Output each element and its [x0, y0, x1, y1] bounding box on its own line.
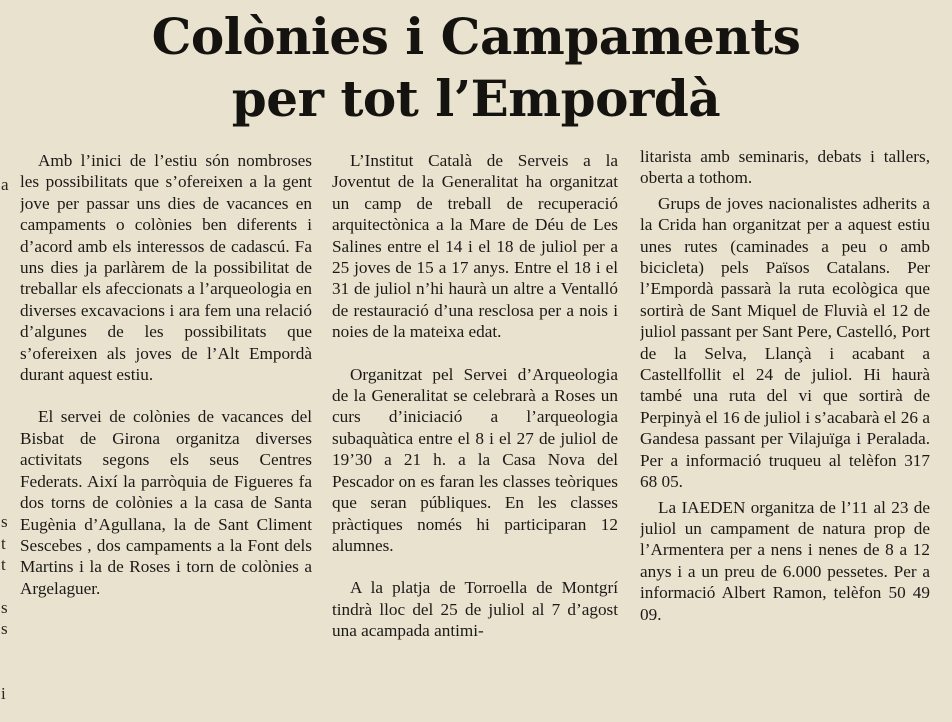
- paragraph-arqueologia: Organitzat pel Servei d’Arqueologia de la Generalitat se celebrarà a Roses un curs d’iniciació a l’arqueologia subaquàtica entre el 8 i el 27 de juliol de 19’30 a 21 h. a la Casa Nova del Pescador on es faran les classes teòriques que seran públiques. En les classes pràctiques només hi participaran 12 alumnes.: [332, 364, 618, 555]
- headline-line-1: Colònies i Campaments: [151, 7, 801, 66]
- paragraph-crida: Grups de joves nacionalistes adherits a la Crida han organitzat per a aquest estiu unes rutes (caminades a peu o amb bicicleta) pels Països Catalans. Per l’Empordà passarà la ruta ecològica que sortirà de Sant Miquel de Fluvià el 12 de juliol passant per Sant Pere, Castelló, Port de la Selva, Llançà i acabant a Castellfollit el 24 de juliol. Hi haurà també una ruta del vi que sortirà de Perpinyà el 16 de juliol i s’acabarà el 26 a Gandesa passant per Vilajuïga i Peralada. Per a informació truqueu al telèfon 317 68 05.: [640, 193, 930, 492]
- edge-letter: i: [1, 684, 6, 703]
- edge-letter: s: [1, 619, 8, 638]
- headline-line-2: per tot l’Empordà: [231, 69, 721, 128]
- paragraph-institut: L’Institut Català de Serveis a la Joventut de la Generalitat ha organitzat un camp de treball de recuperació arquitectònica a la Mare de Déu de Les Salines entre el 14 i el 18 de juliol per a 25 joves de 15 a 17 anys. Entre el 18 i el 31 de juliol n’hi haurà un altre a Ventalló de restauració d’una resclosa per a nois i noies de la mateixa edat.: [332, 151, 618, 342]
- article-column-2: [332, 150, 618, 722]
- edge-letter: t: [1, 534, 6, 553]
- edge-letter: s: [1, 512, 8, 531]
- paragraph-intro: Amb l’inici de l’estiu són nombroses les possibilitats que s’ofereixen a la gent jove per passar uns dies de vacances en campaments o colònies ben diferents i d’acord amb els interessos de cadascú. Fa uns dies ja parlàrem de la possibilitat de treballar els afeccionats a l’arqueologia en diverses excavacions i ara fem una relació d’algunes de les possibilitats que s’ofereixen als joves de l’Alt Empordà durant aquest estiu.: [20, 151, 312, 385]
- paragraph-torroella: A la platja de Torroella de Montgrí tindrà lloc del 25 de juliol al 7 d’agost una acampada antimi-: [332, 578, 618, 641]
- edge-letter: a: [1, 175, 9, 194]
- paragraph-iaeden: La IAEDEN organitza de l’11 al 23 de juliol un campament de natura prop de l’Armentera per a nens i nenes de 8 a 12 anys i a un preu de 6.000 pessetes. Per a informació Albert Ramon, telèfon 50 49 09.: [640, 497, 930, 624]
- paragraph-continuation: litarista amb seminaris, debats i tallers, oberta a tothom.: [640, 147, 930, 188]
- article-headline: [0, 6, 952, 130]
- edge-letter: s: [1, 598, 8, 617]
- article-column-1: [20, 150, 312, 722]
- paragraph-bisbat: El servei de colònies de vacances del Bisbat de Girona organitza diverses activitats segons els seus Centres Federats. Així la parròquia de Figueres fa dos torns de colònies a la casa de Santa Eugènia d’Agullana, la de Sant Climent Sescebes , dos campaments a la Font dels Martins i la de Roses i torn de colònies a Argelaguer.: [20, 407, 312, 598]
- article-column-3: [640, 146, 930, 718]
- edge-letter: t: [1, 555, 6, 574]
